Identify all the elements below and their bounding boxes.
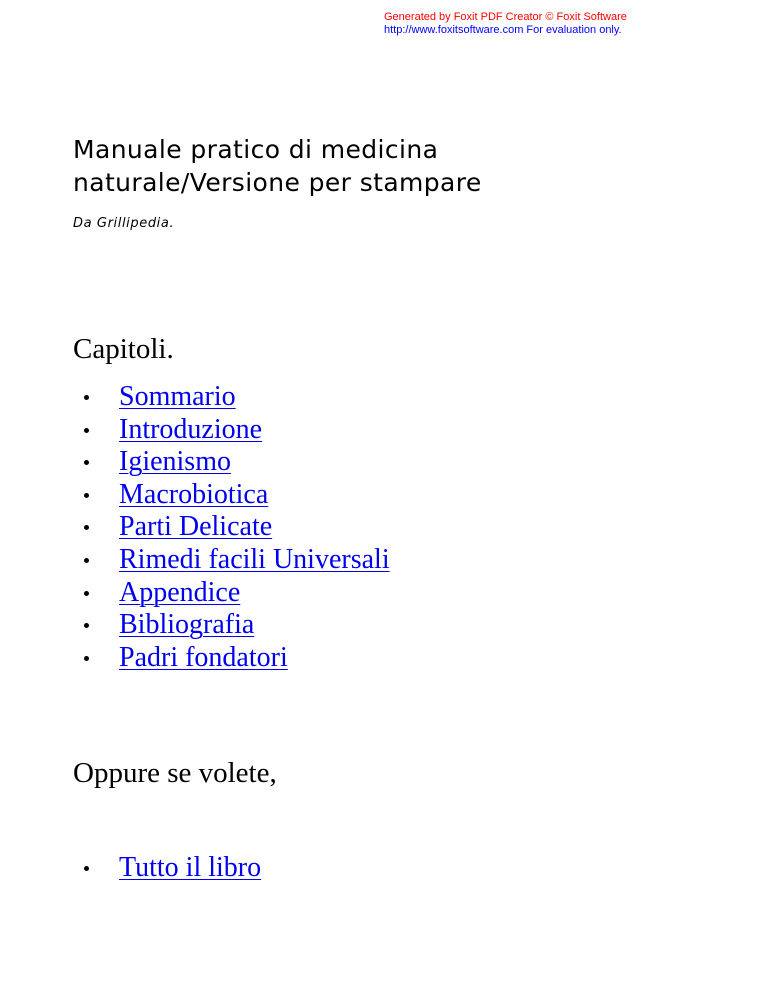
chapter-link-macrobiotica[interactable]: Macrobiotica	[119, 478, 269, 510]
alternative-heading: Oppure se volete,	[73, 757, 277, 789]
chapter-list-item	[84, 479, 390, 512]
chapter-link-introduzione[interactable]: Introduzione	[119, 413, 263, 445]
bullet-icon	[84, 623, 89, 628]
bullet-icon	[84, 460, 89, 465]
chapter-link-rimedi-facili-universali[interactable]: Rimedi facili Universali	[119, 543, 390, 575]
chapter-link-igienismo[interactable]: Igienismo	[119, 446, 231, 478]
chapter-link-padri-fondatori[interactable]: Padri fondatori	[119, 641, 288, 673]
bullet-icon	[84, 493, 89, 498]
bullet-icon	[84, 395, 89, 400]
chapter-link-appendice[interactable]: Appendice	[119, 576, 241, 608]
chapters-heading: Capitoli.	[73, 333, 174, 365]
bullet-icon	[84, 591, 89, 596]
full-book-list-item	[84, 852, 261, 885]
chapter-list-item	[84, 446, 390, 479]
chapter-list-item	[84, 414, 390, 447]
bullet-icon	[84, 656, 89, 661]
full-book-link[interactable]: Tutto il libro	[119, 852, 262, 883]
page-subtitle: Da Grillipedia.	[73, 216, 175, 231]
chapter-list-item	[84, 381, 390, 414]
chapter-list-item	[84, 544, 390, 577]
chapter-list	[84, 381, 390, 674]
chapter-link-sommario[interactable]: Sommario	[119, 381, 236, 412]
chapter-link-parti-delicate[interactable]: Parti Delicate	[119, 511, 273, 543]
page-title: Manuale pratico di medicina naturale/Versione per stampare	[73, 135, 482, 197]
chapter-link-bibliografia[interactable]: Bibliografia	[119, 609, 255, 641]
foxit-watermark	[384, 11, 684, 37]
bullet-icon	[84, 866, 89, 871]
bullet-icon	[84, 558, 89, 563]
chapter-list-item	[84, 577, 390, 610]
bullet-icon	[84, 428, 89, 433]
watermark-creator-text: Generated by Foxit PDF Creator © Foxit Software	[384, 11, 627, 23]
watermark-url-text: http://www.foxitsoftware.com For evaluation only.	[384, 24, 622, 36]
full-book-list	[84, 852, 261, 885]
chapter-list-item	[84, 511, 390, 544]
chapter-list-item	[84, 642, 390, 675]
chapter-list-item	[84, 609, 390, 642]
bullet-icon	[84, 525, 89, 530]
